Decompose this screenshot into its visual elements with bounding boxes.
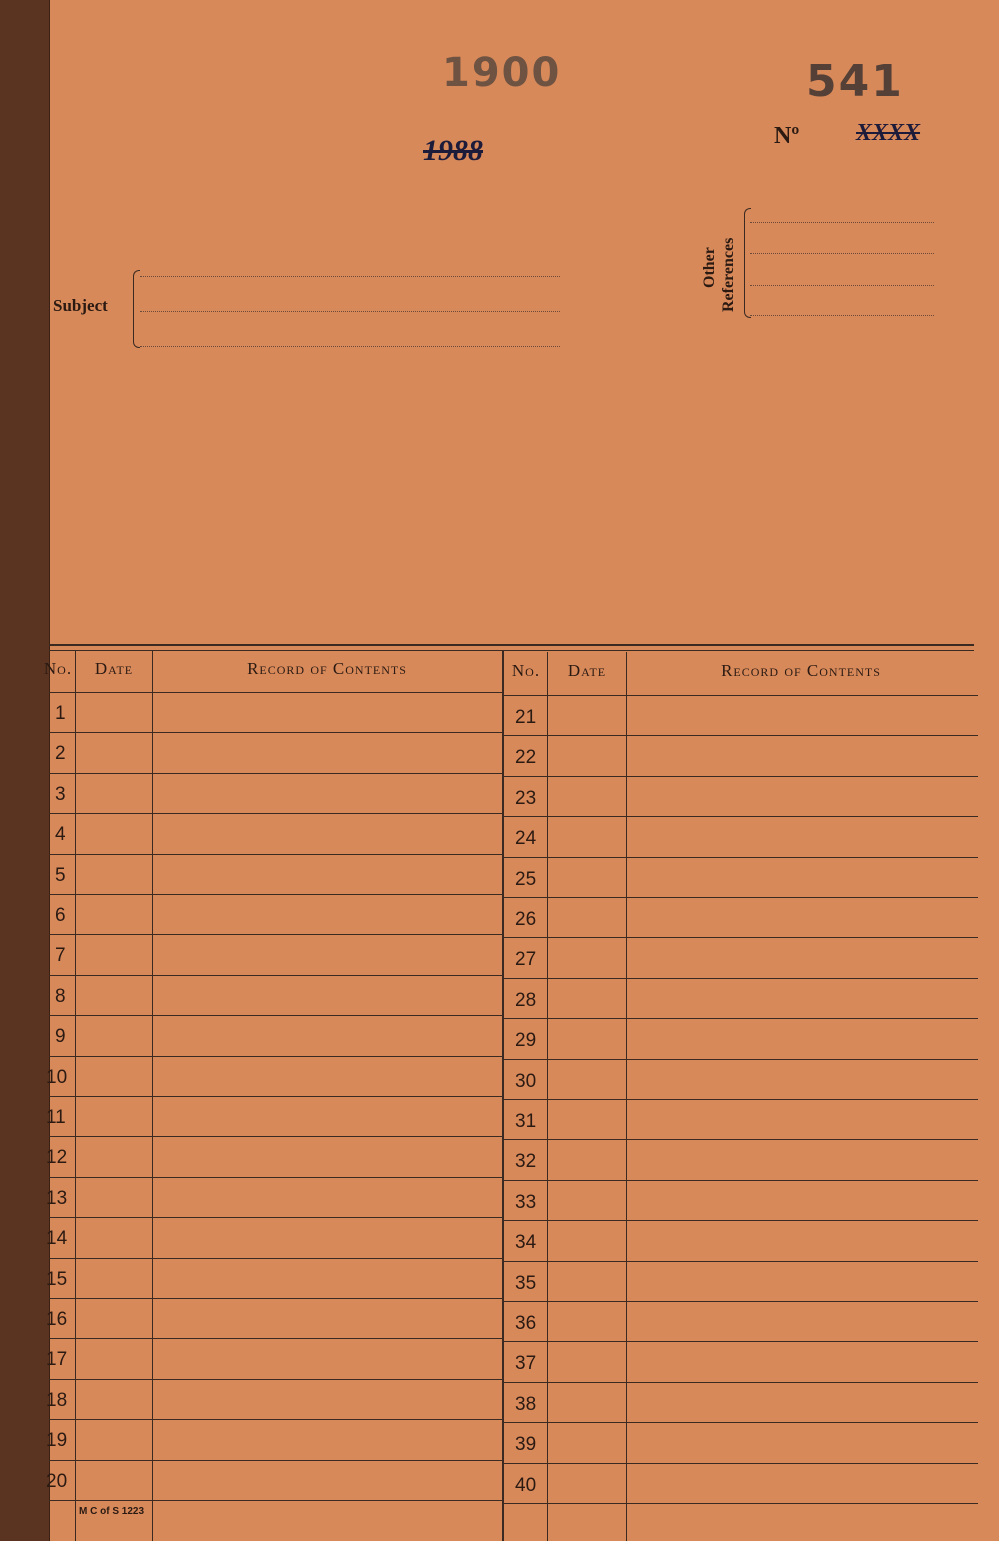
record-cell[interactable] (627, 1301, 977, 1341)
binding-spine (0, 0, 50, 1541)
row-number: 25 (515, 868, 537, 890)
reference-line-2[interactable] (750, 253, 934, 254)
record-cell[interactable] (627, 1382, 977, 1422)
table-top-rule-2 (49, 650, 974, 651)
row-number: 32 (515, 1151, 537, 1173)
row-number: 2 (55, 743, 66, 765)
record-cell[interactable] (627, 1099, 977, 1139)
date-cell[interactable] (76, 975, 152, 1015)
record-cell[interactable] (153, 692, 502, 732)
record-cell[interactable] (153, 854, 502, 894)
subject-line-1[interactable] (140, 276, 560, 277)
record-cell[interactable] (153, 1217, 502, 1257)
row-number: 20 (46, 1470, 68, 1492)
row-number: 35 (515, 1272, 537, 1294)
row-number: 30 (515, 1070, 537, 1092)
date-cell[interactable] (76, 1460, 152, 1500)
row-number: 4 (55, 824, 66, 846)
row-number: 7 (55, 945, 66, 967)
record-cell[interactable] (153, 1015, 502, 1055)
record-cell[interactable] (153, 1338, 502, 1378)
date-cell[interactable] (548, 816, 626, 856)
stamp-number: 541 (806, 56, 904, 107)
date-cell[interactable] (76, 1338, 152, 1378)
right-header-date: Date (567, 661, 607, 680)
date-cell[interactable] (548, 1301, 626, 1341)
date-cell[interactable] (548, 1180, 626, 1220)
record-cell[interactable] (153, 1056, 502, 1096)
record-cell[interactable] (627, 1018, 977, 1058)
row-number: 34 (515, 1232, 537, 1254)
date-cell[interactable] (76, 1258, 152, 1298)
row-number: 14 (46, 1228, 68, 1250)
date-cell[interactable] (548, 1099, 626, 1139)
record-cell[interactable] (153, 1379, 502, 1419)
date-cell[interactable] (76, 1096, 152, 1136)
subject-label: Subject (53, 296, 108, 315)
date-cell[interactable] (548, 776, 626, 816)
other-references-label-1: Other (701, 247, 718, 288)
row-number: 13 (46, 1187, 68, 1209)
row-number: 40 (515, 1474, 537, 1496)
date-cell[interactable] (548, 735, 626, 775)
date-cell[interactable] (548, 897, 626, 937)
row-number: 26 (515, 909, 537, 930)
record-cell[interactable] (627, 695, 977, 735)
record-cell[interactable] (627, 1463, 977, 1503)
record-cell[interactable] (627, 1180, 977, 1220)
record-cell[interactable] (153, 813, 502, 853)
row-number: 28 (515, 989, 537, 1011)
record-cell[interactable] (153, 732, 502, 772)
record-cell[interactable] (153, 1419, 502, 1459)
record-cell[interactable] (153, 1136, 502, 1176)
record-cell[interactable] (153, 975, 502, 1015)
reference-line-1[interactable] (750, 222, 934, 223)
date-cell[interactable] (548, 1059, 626, 1099)
record-cell[interactable] (153, 1298, 502, 1338)
row-number: 24 (515, 828, 537, 850)
row-number: 5 (55, 864, 66, 886)
date-cell[interactable] (76, 813, 152, 853)
row-number: 22 (515, 747, 537, 769)
date-cell[interactable] (76, 894, 152, 934)
row-number: 15 (46, 1268, 68, 1290)
date-cell[interactable] (548, 1261, 626, 1301)
record-cell[interactable] (627, 897, 977, 937)
record-cell[interactable] (627, 1261, 977, 1301)
record-cell[interactable] (627, 735, 977, 775)
row-number: 21 (515, 707, 537, 728)
row-number: 16 (46, 1309, 68, 1330)
row-number: 12 (46, 1147, 68, 1169)
date-cell[interactable] (76, 934, 152, 974)
right-header-no: No. (511, 661, 541, 680)
handwritten-year: 1988 (423, 134, 483, 167)
date-cell[interactable] (76, 773, 152, 813)
date-cell[interactable] (548, 1463, 626, 1503)
record-cell[interactable] (627, 776, 977, 816)
date-cell[interactable] (76, 1419, 152, 1459)
date-cell[interactable] (76, 1298, 152, 1338)
date-cell[interactable] (548, 1139, 626, 1179)
record-cell[interactable] (627, 978, 977, 1018)
date-cell[interactable] (76, 1015, 152, 1055)
row-number: 1 (55, 703, 66, 724)
stamp-year: 1900 (442, 50, 562, 96)
references-brace (744, 208, 751, 318)
row-number: 27 (515, 949, 537, 971)
date-cell[interactable] (76, 1177, 152, 1217)
handwritten-number: XXXX (856, 120, 921, 146)
record-cell[interactable] (153, 773, 502, 813)
right-header-record: Record of Contents (721, 661, 881, 680)
row-number: 19 (46, 1430, 68, 1452)
date-cell[interactable] (548, 1018, 626, 1058)
date-cell[interactable] (548, 978, 626, 1018)
table-top-rule (49, 644, 974, 646)
row-number: 6 (55, 905, 66, 926)
record-cell[interactable] (627, 1059, 977, 1099)
record-cell[interactable] (153, 1177, 502, 1217)
row-number: 36 (515, 1313, 537, 1334)
record-cell[interactable] (627, 1220, 977, 1260)
date-cell[interactable] (548, 937, 626, 977)
date-cell[interactable] (76, 692, 152, 732)
left-header-date: Date (94, 659, 134, 678)
reference-line-3[interactable] (750, 285, 934, 286)
record-cell[interactable] (153, 1460, 502, 1500)
table-row-rule (49, 1500, 502, 1501)
record-cell[interactable] (627, 857, 977, 897)
number-label: Nº (774, 123, 800, 149)
row-number: 23 (515, 787, 537, 809)
date-cell[interactable] (76, 1136, 152, 1176)
record-cell[interactable] (627, 937, 977, 977)
date-cell[interactable] (76, 1056, 152, 1096)
row-number: 18 (46, 1389, 68, 1411)
date-cell[interactable] (548, 695, 626, 735)
row-number: 8 (55, 985, 66, 1007)
row-number: 29 (515, 1030, 537, 1052)
row-number: 33 (515, 1191, 537, 1213)
row-number: 17 (46, 1349, 68, 1371)
record-cell[interactable] (153, 1258, 502, 1298)
row-number: 10 (46, 1066, 68, 1088)
date-cell[interactable] (548, 1382, 626, 1422)
row-number: 3 (55, 783, 66, 805)
record-cell[interactable] (627, 1422, 977, 1462)
record-cell[interactable] (627, 816, 977, 856)
date-cell[interactable] (76, 732, 152, 772)
reference-line-4[interactable] (750, 315, 934, 316)
other-references-label-2: References (720, 237, 737, 312)
row-number: 39 (515, 1434, 537, 1456)
row-number: 37 (515, 1353, 537, 1375)
row-number: 31 (515, 1111, 537, 1132)
left-header-no: No. (43, 659, 73, 678)
date-cell[interactable] (548, 1220, 626, 1260)
record-cell[interactable] (627, 1341, 977, 1381)
subject-line-2[interactable] (140, 311, 560, 312)
subject-line-3[interactable] (140, 346, 560, 347)
row-number: 38 (515, 1393, 537, 1415)
left-header-record: Record of Contents (247, 659, 407, 678)
record-cell[interactable] (153, 894, 502, 934)
date-cell[interactable] (548, 1422, 626, 1462)
date-cell[interactable] (548, 1341, 626, 1381)
form-code: M C of S 1223 (79, 1506, 145, 1517)
date-cell[interactable] (76, 1217, 152, 1257)
date-cell[interactable] (548, 857, 626, 897)
table-row-rule (502, 1503, 978, 1504)
date-cell[interactable] (76, 854, 152, 894)
date-cell[interactable] (76, 1379, 152, 1419)
record-cell[interactable] (627, 1139, 977, 1179)
record-cell[interactable] (153, 934, 502, 974)
subject-brace (133, 270, 140, 348)
row-number: 11 (46, 1107, 66, 1128)
record-cell[interactable] (153, 1096, 502, 1136)
center-col-rule (502, 650, 504, 1541)
row-number: 9 (55, 1026, 66, 1048)
